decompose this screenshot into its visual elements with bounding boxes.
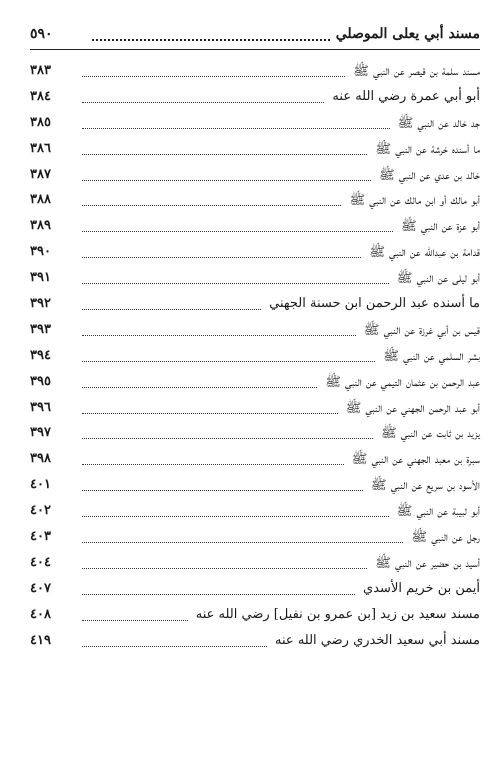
- toc-leader-dots: [82, 413, 338, 414]
- toc-entry-page: ٣٨٧: [30, 166, 51, 182]
- toc-entry-page: ٣٨٨: [30, 192, 51, 208]
- toc-entry-page: ٤٠٣: [30, 529, 51, 545]
- toc-entry: [30, 293, 480, 319]
- toc-entry-title: سبرة بن معبد الجهني عن النبي ﷺ: [351, 452, 480, 468]
- toc-entry-title: أيمن بن خريم الأسدي: [363, 580, 480, 596]
- toc-entry-title: رجل عن النبي ﷺ: [411, 530, 480, 546]
- toc-entry: [30, 86, 480, 112]
- toc-entry: [30, 604, 480, 630]
- toc-entry-title: الأسود بن سريع عن النبي ﷺ: [370, 478, 480, 494]
- toc-entry-title: ما أسنده عبد الرحمن ابن حسنة الجهني: [269, 296, 480, 312]
- toc-entry-page: ٤١٩: [30, 632, 51, 648]
- toc-entry-page: ٣٩٢: [30, 296, 51, 312]
- toc-entry-title: مسند سلمة بن قيصر عن النبي ﷺ: [353, 64, 480, 79]
- toc-entry: [30, 371, 480, 397]
- toc-leader-dots: [82, 76, 345, 77]
- toc-entry-title: عبد الرحمن بن عثمان التيمي عن النبي ﷺ: [325, 374, 480, 390]
- toc-entry-title: ما أسنده خرشة عن النبي ﷺ: [375, 141, 480, 157]
- toc-leader-dots: [82, 516, 389, 517]
- toc-entry-title: جد خالد عن النبي ﷺ: [397, 115, 480, 131]
- toc-leader-dots: [82, 490, 363, 491]
- header-rule: [30, 49, 480, 50]
- toc-leader-dots: [82, 231, 393, 232]
- toc-entry: [30, 189, 480, 215]
- toc-entry-page: ٣٩٦: [30, 399, 51, 415]
- toc-entry-title: بشر السلمي عن النبي ﷺ: [383, 348, 480, 364]
- header-title: مسند أبي يعلى الموصلي: [335, 26, 480, 42]
- toc-entry-title: أسيد بن حضير عن النبي ﷺ: [375, 555, 480, 571]
- toc-entry: [30, 241, 480, 267]
- toc-entry-title: أبو لبيبة عن النبي ﷺ: [396, 504, 480, 520]
- toc-entry: [30, 422, 480, 448]
- toc-entry: [30, 474, 480, 500]
- toc-leader-dots: [82, 438, 373, 439]
- toc-entry: [30, 448, 480, 474]
- toc-entry-page: ٣٨٩: [30, 218, 51, 234]
- toc-entry: [30, 526, 480, 552]
- toc-entry-title: أبو مالك أو ابن مالك عن النبي ﷺ: [349, 193, 480, 209]
- toc-entry-title: خالد بن عدي عن النبي ﷺ: [379, 167, 480, 183]
- toc-entry-page: ٤٠١: [30, 477, 51, 493]
- toc-entry-title: مسند سعيد بن زيد [بن عمرو بن نفيل] رضي الله عنه: [195, 606, 480, 622]
- toc-leader-dots: [82, 180, 371, 181]
- toc-entry: [30, 630, 480, 656]
- toc-entry: [30, 552, 480, 578]
- toc-entry: [30, 112, 480, 138]
- toc-entry-page: ٣٩٠: [30, 244, 51, 260]
- toc-leader-dots: [82, 102, 324, 103]
- toc-entry-title: مسند أبي سعيد الخدري رضي الله عنه: [275, 632, 480, 648]
- toc-entry-page: ٣٩٧: [30, 425, 51, 441]
- toc-entry-page: ٣٨٤: [30, 88, 51, 104]
- toc-leader-dots: [82, 387, 317, 388]
- toc-leader-dots: [82, 542, 403, 543]
- toc-entry: [30, 578, 480, 604]
- toc-entry-page: ٣٩٥: [30, 373, 51, 389]
- toc-entry: [30, 500, 480, 526]
- toc-leader-dots: [82, 464, 344, 465]
- toc-entry-page: ٤٠٢: [30, 503, 51, 519]
- toc-entry-page: ٣٩٤: [30, 347, 51, 363]
- toc-entry-page: ٣٨٦: [30, 140, 51, 156]
- table-of-contents: [30, 60, 480, 655]
- toc-entry-title: قيس بن أبي غرزة عن النبي ﷺ: [363, 322, 480, 338]
- toc-entry-title: أبو عزة عن النبي ﷺ: [401, 219, 480, 235]
- header-leader-dots: [92, 39, 330, 41]
- toc-entry: [30, 345, 480, 371]
- toc-leader-dots: [82, 154, 367, 155]
- toc-entry: [30, 397, 480, 423]
- toc-leader-dots: [82, 257, 361, 258]
- toc-entry-page: ٣٨٥: [30, 114, 51, 130]
- toc-leader-dots: [82, 335, 356, 336]
- toc-leader-dots: [82, 568, 367, 569]
- toc-entry-title: أبو أبي عمرة رضي الله عنه: [332, 88, 480, 104]
- toc-entry: [30, 164, 480, 190]
- toc-leader-dots: [82, 205, 341, 206]
- toc-entry-title: يزيد بن ثابت عن النبي ﷺ: [381, 426, 480, 442]
- toc-entry-page: ٣٩٣: [30, 321, 51, 337]
- toc-leader-dots: [82, 128, 390, 129]
- toc-entry-page: ٤٠٤: [30, 554, 51, 570]
- toc-leader-dots: [82, 361, 375, 362]
- toc-entry-title: قدامة بن عبدالله عن النبي ﷺ: [369, 245, 480, 261]
- toc-leader-dots: [82, 309, 261, 310]
- toc-entry: [30, 319, 480, 345]
- toc-entry-page: ٤٠٧: [30, 580, 51, 596]
- toc-leader-dots: [82, 646, 267, 647]
- toc-entry-page: ٤٠٨: [30, 606, 51, 622]
- toc-entry: [30, 138, 480, 164]
- toc-entry-page: ٣٩٨: [30, 451, 51, 467]
- toc-entry-page: ٣٨٣: [30, 63, 51, 78]
- toc-leader-dots: [82, 620, 188, 621]
- toc-entry: [30, 267, 480, 293]
- toc-entry-title: أبو عبد الرحمن الجهني عن النبي ﷺ: [345, 400, 480, 416]
- toc-entry-page: ٣٩١: [30, 270, 51, 286]
- toc-leader-dots: [82, 594, 355, 595]
- toc-entry: [30, 215, 480, 241]
- toc-leader-dots: [82, 283, 389, 284]
- toc-entry-title: أبو ليلى عن النبي ﷺ: [396, 271, 480, 287]
- running-header: [30, 18, 480, 50]
- toc-entry: [30, 60, 480, 86]
- page-number: ٥٩٠: [30, 26, 53, 42]
